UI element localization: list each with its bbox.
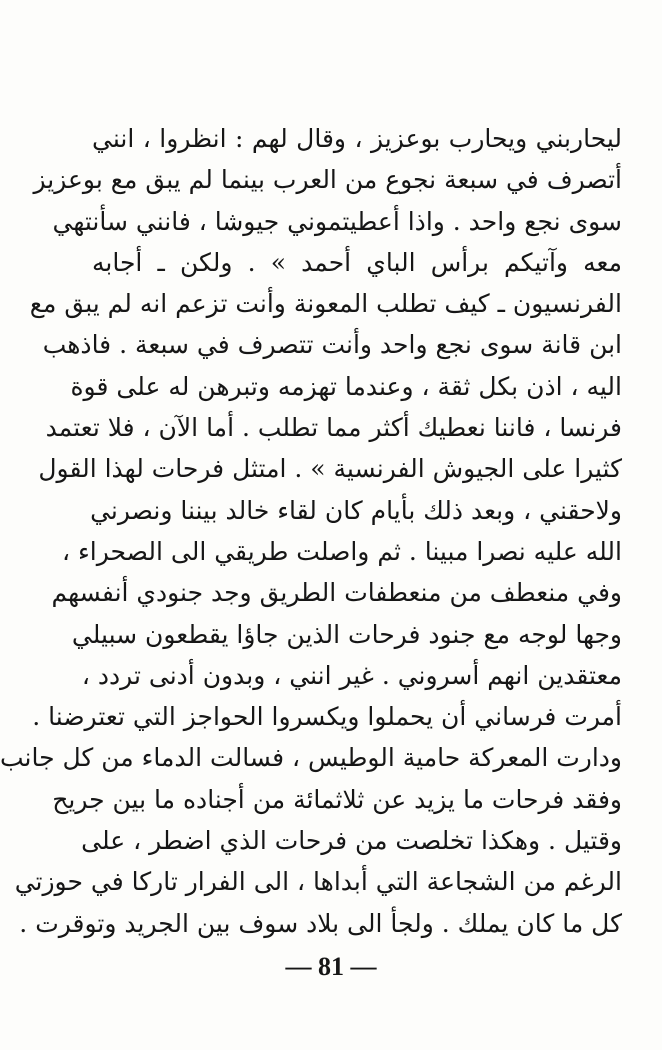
text-line: ابن قانة سوى نجع واحد وأنت تتصرف في سبعة . فاذهب [42,330,622,360]
page-number: — 81 — [285,952,377,981]
text-line: معه وآتيكم برأس الباي أحمد » . ولكن ـ أجابه [92,247,622,277]
text-line: وقتيل . وهكذا تخلصت من فرحات الذي اضطر ، على [81,826,622,856]
text-line: ودارت المعركة حامية الوطيس ، فسالت الدماء من كل جانب [0,743,622,773]
text-line: وجها لوجه مع جنود فرحات الذين جاؤا يقطعون سبيلي [71,619,622,649]
text-line: كثيرا على الجيوش الفرنسية » . امتثل فرحات لهذا القول [38,454,622,484]
text-line: ليحاربني ويحارب بوعزيز ، وقال لهم : انظروا ، انني [92,124,622,153]
text-line: الفرنسيون ـ كيف تطلب المعونة وأنت تزعم انه لم يبق مع [29,289,622,319]
text-line: سوى نجع واحد . واذا أعطيتموني جيوشا ، فانني سأنتهي [52,206,622,236]
text-line: أمرت فرساني أن يحملوا ويكسروا الحواجز التي تعترضنا . [32,702,622,732]
text-line: الله عليه نصرا مبينا . ثم واصلت طريقي الى الصحراء ، [62,536,622,566]
text-line: الرغم من الشجاعة التي أبداها ، الى الفرار تاركا في حوزتي [14,867,622,897]
text-line: وفقد فرحات ما يزيد عن ثلاثمائة من أجناده ما بين جريح [52,784,622,814]
text-line: معتقدين انهم أسروني . غير انني ، وبدون أدنى تردد ، [81,660,622,690]
text-line: اليه ، اذن بكل ثقة ، وعندما تهزمه وتبرهن له على قوة [70,371,622,401]
text-line: وفي منعطف من منعطفات الطريق وجد جنودي أنفسهم [51,578,622,608]
text-line: فرنسا ، فاننا نعطيك أكثر مما تطلب . أما الآن ، فلا تعتمد [45,413,622,443]
text-line: ولاحقني ، وبعد ذلك بأيام كان لقاء خالد بيننا ونصرني [90,495,622,525]
text-line: كل ما كان يملك . ولجأ الى بلاد سوف بين الجريد وتوقرت . [19,908,622,938]
body-text [0,118,622,944]
text-line: أتصرف في سبعة نجوع من العرب بينما لم يبق مع بوعزيز [33,165,622,195]
